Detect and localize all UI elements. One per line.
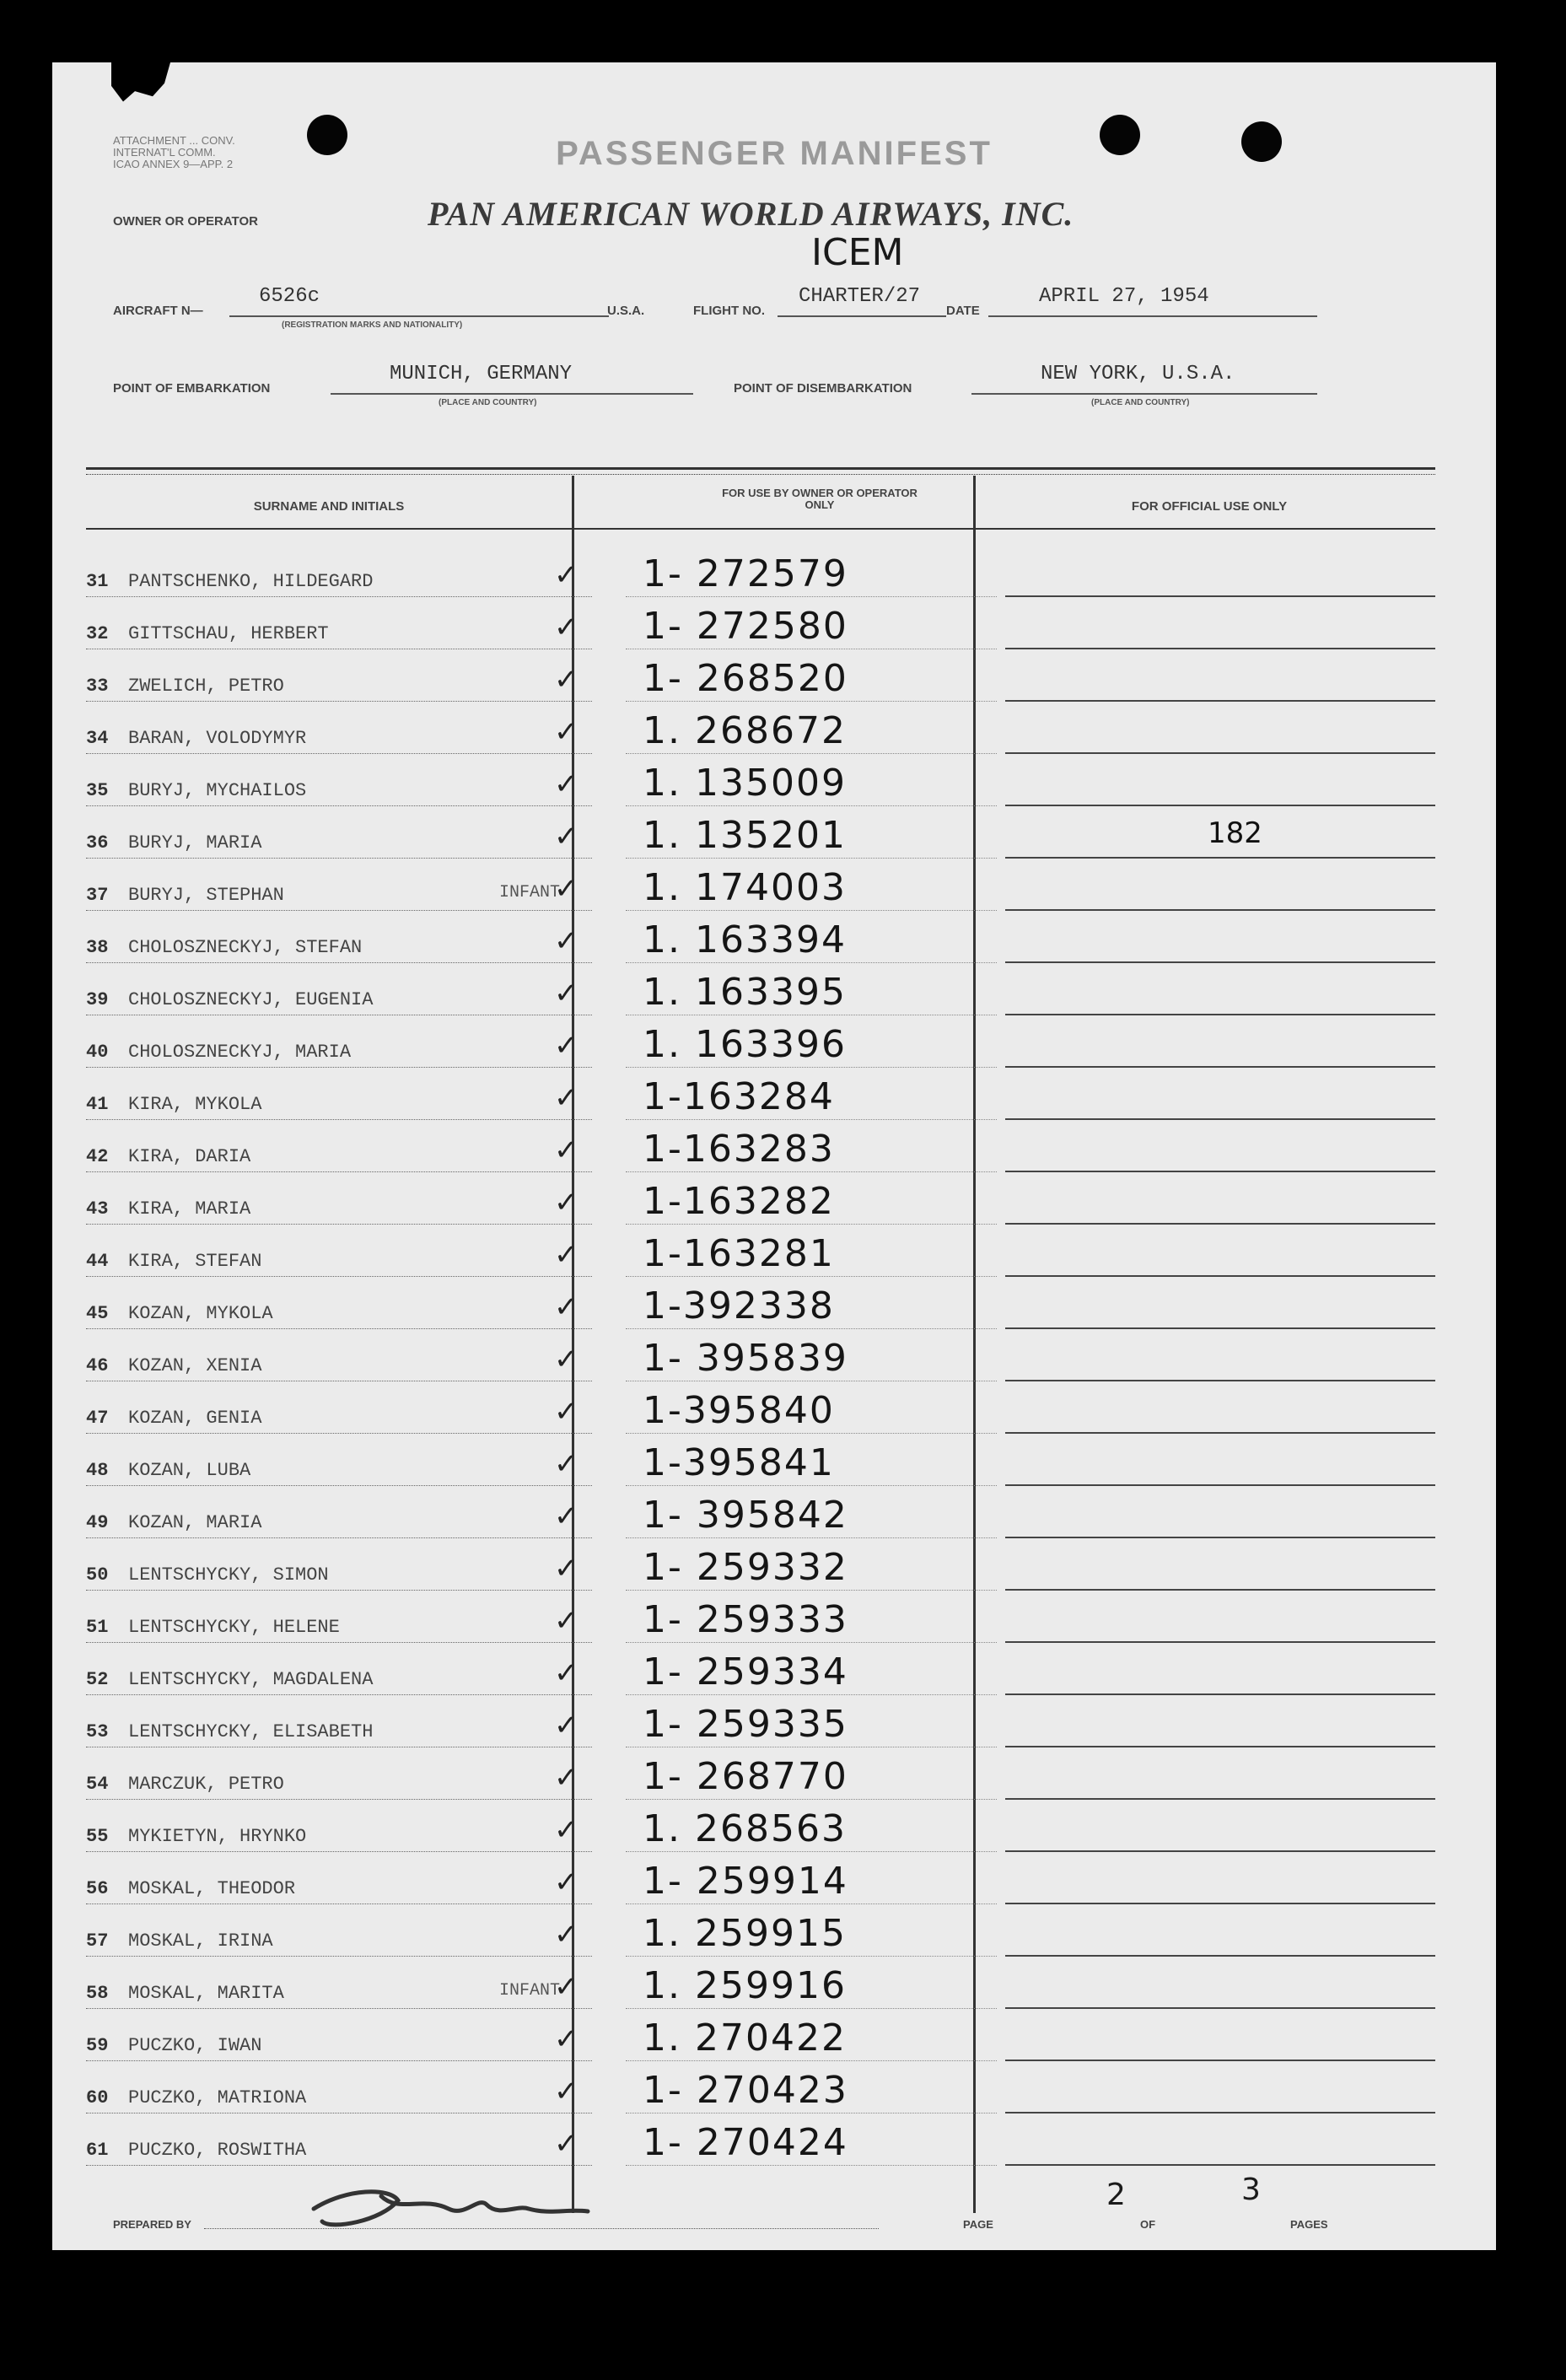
- ticket-number: 1-395840: [643, 1389, 835, 1432]
- embarkation-sublabel: (PLACE AND COUNTRY): [439, 398, 537, 407]
- table-row: [86, 1381, 1435, 1434]
- check-mark-icon: ✓: [554, 2022, 579, 2056]
- check-mark-icon: ✓: [554, 1709, 579, 1742]
- ticket-number: 1. 268563: [643, 1807, 847, 1850]
- ticket-number: 1. 174003: [643, 866, 847, 909]
- passenger-note: INFANT: [499, 1981, 561, 2000]
- ticket-number: 1- 268520: [643, 657, 848, 700]
- icao-line: INTERNAT'L COMM.: [113, 146, 216, 159]
- check-mark-icon: ✓: [554, 1133, 579, 1167]
- passenger-name: KOZAN, MYKOLA: [128, 1303, 273, 1324]
- ticket-number: 1-163284: [643, 1075, 835, 1118]
- aircraft-label: AIRCRAFT N—: [113, 304, 203, 318]
- check-mark-icon: ✓: [554, 820, 579, 853]
- check-mark-icon: ✓: [554, 1500, 579, 1533]
- owner-column-header: FOR USE BY OWNER OR OPERATOR ONLY: [722, 487, 918, 511]
- check-mark-icon: ✓: [554, 1395, 579, 1429]
- icem-note: ICEM: [811, 231, 904, 274]
- ticket-number: 1-392338: [643, 1284, 835, 1327]
- table-row: [86, 1747, 1435, 1800]
- ticket-number: 1-163283: [643, 1128, 835, 1171]
- table-row: [86, 2009, 1435, 2061]
- preparer-signature: [297, 2171, 600, 2238]
- row-rule: [1005, 2164, 1435, 2166]
- table-row: [86, 1068, 1435, 1120]
- ticket-number: 1. 163394: [643, 918, 847, 961]
- check-mark-icon: ✓: [554, 1552, 579, 1586]
- table-row: [86, 1695, 1435, 1747]
- of-label: OF: [1140, 2218, 1156, 2231]
- pages-label: PAGES: [1290, 2218, 1328, 2231]
- ticket-number: 1- 270424: [643, 2121, 848, 2164]
- ticket-number: 1. 268672: [643, 709, 847, 752]
- passenger-name: KOZAN, GENIA: [128, 1408, 262, 1429]
- passenger-name: PUCZKO, ROSWITHA: [128, 2140, 307, 2161]
- table-row: [86, 2061, 1435, 2113]
- passenger-name: LENTSCHYCKY, MAGDALENA: [128, 1669, 374, 1690]
- row-number: 55: [86, 1826, 109, 1847]
- check-mark-icon: ✓: [554, 663, 579, 697]
- passenger-name: PUCZKO, MATRIONA: [128, 2087, 307, 2108]
- embarkation-label: POINT OF EMBARKATION: [113, 381, 271, 396]
- table-row: [86, 1904, 1435, 1957]
- passenger-name: CHOLOSZNECKYJ, STEFAN: [128, 937, 363, 958]
- page-label: PAGE: [963, 2218, 993, 2231]
- check-mark-icon: ✓: [554, 1866, 579, 1899]
- passenger-name: CHOLOSZNECKYJ, EUGENIA: [128, 989, 374, 1010]
- table-row: [86, 1591, 1435, 1643]
- passenger-name: LENTSCHYCKY, SIMON: [128, 1564, 329, 1586]
- ticket-number: 1- 272580: [643, 605, 848, 648]
- date-value: APRIL 27, 1954: [1039, 285, 1209, 308]
- row-number: 35: [86, 780, 109, 801]
- passenger-name: PUCZKO, IWAN: [128, 2035, 262, 2056]
- table-row: [86, 1643, 1435, 1695]
- check-mark-icon: ✓: [554, 1604, 579, 1638]
- row-number: 58: [86, 1983, 109, 2004]
- row-number: 34: [86, 728, 109, 749]
- table-row: [86, 806, 1435, 859]
- passenger-name: CHOLOSZNECKYJ, MARIA: [128, 1042, 352, 1063]
- row-number: 52: [86, 1669, 109, 1690]
- check-mark-icon: ✓: [554, 1081, 579, 1115]
- icao-line: ICAO ANNEX 9—APP. 2: [113, 158, 234, 170]
- passenger-name: KOZAN, LUBA: [128, 1460, 251, 1481]
- disembarkation-value: NEW YORK, U.S.A.: [1041, 363, 1235, 385]
- row-number: 60: [86, 2087, 109, 2108]
- ticket-number: 1. 259915: [643, 1912, 847, 1955]
- disembarkation-underline: [971, 393, 1317, 395]
- ticket-number: 1-163281: [643, 1232, 835, 1275]
- table-row: [86, 859, 1435, 911]
- check-mark-icon: ✓: [554, 767, 579, 801]
- check-mark-icon: ✓: [554, 2127, 579, 2161]
- check-mark-icon: ✓: [554, 1970, 579, 2004]
- ticket-number: 1-395841: [643, 1441, 835, 1484]
- table-row: [86, 702, 1435, 754]
- table-row: [86, 1225, 1435, 1277]
- table-row: [86, 963, 1435, 1015]
- check-mark-icon: ✓: [554, 611, 579, 644]
- ticket-number: 1. 163396: [643, 1023, 847, 1066]
- row-number: 50: [86, 1564, 109, 1586]
- check-mark-icon: ✓: [554, 977, 579, 1010]
- check-mark-icon: ✓: [554, 1238, 579, 1272]
- aircraft-sublabel: (REGISTRATION MARKS AND NATIONALITY): [282, 320, 463, 330]
- check-mark-icon: ✓: [554, 1656, 579, 1690]
- official-column-header: FOR OFFICIAL USE ONLY: [1131, 499, 1288, 514]
- table-row: [86, 649, 1435, 702]
- table-row: [86, 1434, 1435, 1486]
- table-row: [86, 754, 1435, 806]
- ticket-number: 1. 259916: [643, 1964, 847, 2007]
- row-number: 56: [86, 1878, 109, 1899]
- row-number: 43: [86, 1198, 109, 1220]
- ticket-number: 1- 259333: [643, 1598, 848, 1641]
- row-number: 36: [86, 832, 109, 853]
- prepared-by-label: PREPARED BY: [113, 2218, 191, 2231]
- passenger-name: KIRA, STEFAN: [128, 1251, 262, 1272]
- check-mark-icon: ✓: [554, 1813, 579, 1847]
- row-number: 37: [86, 885, 109, 906]
- passenger-name: KIRA, MYKOLA: [128, 1094, 262, 1115]
- passenger-name: MOSKAL, IRINA: [128, 1930, 273, 1952]
- table-row: [86, 1277, 1435, 1329]
- passenger-name: PANTSCHENKO, HILDEGARD: [128, 571, 374, 592]
- torn-corner: [111, 62, 170, 115]
- row-number: 39: [86, 989, 109, 1010]
- ticket-number: 1- 272579: [643, 552, 848, 595]
- ticket-number: 1-163282: [643, 1180, 835, 1223]
- row-number: 46: [86, 1355, 109, 1376]
- passenger-name: KIRA, DARIA: [128, 1146, 251, 1167]
- page-number: 2: [1106, 2178, 1126, 2212]
- ticket-number: 1- 259335: [643, 1703, 848, 1746]
- total-pages: 3: [1241, 2173, 1261, 2207]
- check-mark-icon: ✓: [554, 1918, 579, 1952]
- table-row: [86, 1120, 1435, 1172]
- table-row: [86, 1538, 1435, 1591]
- ticket-number: 1. 135009: [643, 762, 847, 805]
- aircraft-value: 6526c: [259, 285, 320, 308]
- table-row: [86, 1015, 1435, 1068]
- table-row: [86, 597, 1435, 649]
- passenger-name: KOZAN, MARIA: [128, 1512, 262, 1533]
- passenger-name: BARAN, VOLODYMYR: [128, 728, 307, 749]
- check-mark-icon: ✓: [554, 1343, 579, 1376]
- passenger-name: BURYJ, MYCHAILOS: [128, 780, 307, 801]
- row-number: 44: [86, 1251, 109, 1272]
- owner-label: OWNER OR OPERATOR: [113, 214, 258, 229]
- row-number: 53: [86, 1721, 109, 1742]
- passenger-name: BURYJ, MARIA: [128, 832, 262, 853]
- check-mark-icon: ✓: [554, 1186, 579, 1220]
- company-name: PAN AMERICAN WORLD AIRWAYS, INC.: [428, 195, 1074, 233]
- date-label: DATE: [946, 304, 980, 318]
- official-entry: 182: [1208, 816, 1262, 850]
- row-number: 54: [86, 1774, 109, 1795]
- passenger-name: KOZAN, XENIA: [128, 1355, 262, 1376]
- table-top-rule: [86, 467, 1435, 470]
- flight-value: CHARTER/27: [799, 285, 921, 308]
- passenger-note: INFANT: [499, 883, 561, 902]
- row-number: 47: [86, 1408, 109, 1429]
- table-row: [86, 911, 1435, 963]
- row-number: 51: [86, 1617, 109, 1638]
- check-mark-icon: ✓: [554, 1447, 579, 1481]
- check-mark-icon: ✓: [554, 924, 579, 958]
- surname-column-header: SURNAME AND INITIALS: [253, 499, 405, 514]
- row-rule: [626, 2165, 997, 2166]
- table-row: [86, 1172, 1435, 1225]
- passenger-name: BURYJ, STEPHAN: [128, 885, 284, 906]
- row-number: 57: [86, 1930, 109, 1952]
- ticket-number: 1- 259334: [643, 1650, 848, 1693]
- ticket-number: 1- 259914: [643, 1860, 848, 1903]
- table-row: [86, 1800, 1435, 1852]
- row-number: 61: [86, 2140, 109, 2161]
- row-number: 59: [86, 2035, 109, 2056]
- ticket-number: 1. 163395: [643, 971, 847, 1014]
- check-mark-icon: ✓: [554, 715, 579, 749]
- embarkation-value: MUNICH, GERMANY: [390, 363, 573, 385]
- row-number: 40: [86, 1042, 109, 1063]
- passenger-name: LENTSCHYCKY, HELENE: [128, 1617, 340, 1638]
- ticket-number: 1- 395839: [643, 1337, 848, 1380]
- check-mark-icon: ✓: [554, 872, 579, 906]
- row-number: 33: [86, 676, 109, 697]
- table-top-rule-dotted: [86, 474, 1435, 475]
- row-number: 38: [86, 937, 109, 958]
- flight-label: FLIGHT NO.: [693, 304, 765, 318]
- form-title: PASSENGER MANIFEST: [556, 135, 993, 172]
- passenger-name: MOSKAL, MARITA: [128, 1983, 284, 2004]
- ticket-number: 1. 270422: [643, 2017, 847, 2060]
- table-row: [86, 2113, 1435, 2166]
- check-mark-icon: ✓: [554, 1029, 579, 1063]
- embarkation-underline: [331, 393, 693, 395]
- table-row: [86, 1329, 1435, 1381]
- table-row: [86, 1852, 1435, 1904]
- row-number: 48: [86, 1460, 109, 1481]
- row-number: 42: [86, 1146, 109, 1167]
- check-mark-icon: ✓: [554, 1290, 579, 1324]
- row-number: 31: [86, 571, 109, 592]
- aircraft-underline: [229, 315, 609, 317]
- passenger-name: GITTSCHAU, HERBERT: [128, 623, 329, 644]
- row-rule: [86, 2165, 592, 2166]
- row-number: 41: [86, 1094, 109, 1115]
- check-mark-icon: ✓: [554, 1761, 579, 1795]
- check-mark-icon: ✓: [554, 558, 579, 592]
- check-mark-icon: ✓: [554, 2075, 579, 2108]
- ticket-number: 1- 259332: [643, 1546, 848, 1589]
- passenger-name: LENTSCHYCKY, ELISABETH: [128, 1721, 374, 1742]
- passenger-name: MOSKAL, THEODOR: [128, 1878, 296, 1899]
- ticket-number: 1- 268770: [643, 1755, 848, 1798]
- passenger-name: MYKIETYN, HRYNKO: [128, 1826, 307, 1847]
- ticket-number: 1- 270423: [643, 2069, 848, 2112]
- disembarkation-label: POINT OF DISEMBARKATION: [734, 381, 912, 396]
- passenger-name: ZWELICH, PETRO: [128, 676, 284, 697]
- ticket-number: 1- 395842: [643, 1494, 848, 1537]
- usa-label: U.S.A.: [607, 304, 645, 318]
- manifest-sheet: [52, 62, 1496, 2250]
- passenger-name: MARCZUK, PETRO: [128, 1774, 284, 1795]
- disembarkation-sublabel: (PLACE AND COUNTRY): [1091, 398, 1190, 407]
- row-number: 32: [86, 623, 109, 644]
- row-number: 45: [86, 1303, 109, 1324]
- flight-underline: [778, 315, 946, 317]
- table-row: [86, 545, 1435, 597]
- table-row: [86, 1957, 1435, 2009]
- ticket-number: 1. 135201: [643, 814, 847, 857]
- icao-line: ATTACHMENT ... CONV.: [113, 134, 235, 147]
- table-row: [86, 1486, 1435, 1538]
- table-header-rule: [86, 528, 1435, 530]
- date-underline: [988, 315, 1317, 317]
- passenger-name: KIRA, MARIA: [128, 1198, 251, 1220]
- row-number: 49: [86, 1512, 109, 1533]
